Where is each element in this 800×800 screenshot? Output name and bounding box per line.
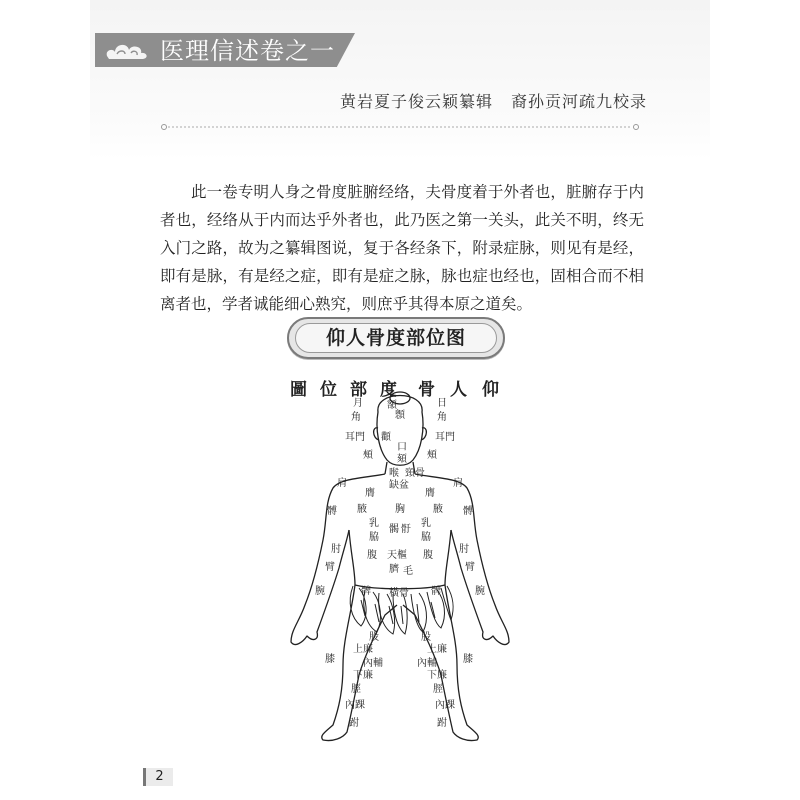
compiler-credit: 黄岩夏子俊云颖纂辑 <box>340 92 494 111</box>
figure-label: 角 <box>351 412 361 423</box>
figure-label: 膺 <box>425 488 435 499</box>
figure-title: 仰人骨度部位图 <box>325 327 466 349</box>
figure-label: 顖 <box>395 410 405 421</box>
figure-label: 下廉 <box>353 670 373 681</box>
ornamental-divider <box>160 122 640 132</box>
figure-label: 胸 <box>395 504 405 515</box>
figure-label: 腋 <box>433 504 443 515</box>
figure-label: 跗 <box>349 718 359 729</box>
figure-label: 𩩲 <box>389 524 399 535</box>
anatomy-figure <box>285 390 515 750</box>
figure-label: 腹 <box>367 550 377 561</box>
chapter-title: 医理信述卷之一 <box>160 37 335 65</box>
figure-label: 內輔 <box>363 658 383 669</box>
author-line <box>340 89 648 112</box>
figure-label: 上廉 <box>427 644 447 655</box>
figure-label: 頸骨 <box>405 468 425 479</box>
figure-label: 頰 <box>363 450 373 461</box>
figure-label: 橫骨 <box>389 588 409 599</box>
figure-label: 腹 <box>423 550 433 561</box>
figure-label: 腕 <box>315 586 325 597</box>
figure-label: 內踝 <box>435 700 455 711</box>
figure-label: 額 <box>387 400 397 411</box>
figure-label: 股 <box>421 632 431 643</box>
figure-label: 日 <box>437 398 447 409</box>
figure-label: 下廉 <box>427 670 447 681</box>
figure-label: 髀 <box>431 586 441 597</box>
figure-heading-char: 骨 <box>418 380 435 400</box>
figure-label: 腋 <box>357 504 367 515</box>
figure-label: 骬 <box>401 524 411 535</box>
figure-title-badge <box>287 317 505 359</box>
figure-label: 肘 <box>459 544 469 555</box>
figure-label: 臂 <box>465 562 475 573</box>
figure-label: 髀 <box>361 586 371 597</box>
figure-label: 顴 <box>381 432 391 443</box>
cloud-ornament-icon <box>103 38 151 62</box>
figure-label: 頰 <box>427 450 437 461</box>
figure-label: 月 <box>353 398 363 409</box>
figure-label: 腕 <box>475 586 485 597</box>
figure-label: 髆 <box>327 506 337 517</box>
figure-heading-char: 仰 <box>482 380 499 400</box>
figure-label: 膝 <box>325 654 335 665</box>
figure-label: 膺 <box>365 488 375 499</box>
figure-label: 臍 <box>389 564 399 575</box>
figure-label: 臂 <box>325 562 335 573</box>
figure-label: 缺盆 <box>389 480 409 491</box>
figure-label: 股 <box>369 632 379 643</box>
figure-label: 耳門 <box>435 432 455 443</box>
figure-label: 乳 <box>369 518 379 529</box>
figure-label: 跗 <box>437 718 447 729</box>
figure-heading-char: 位 <box>320 380 337 400</box>
figure-label: 膝 <box>463 654 473 665</box>
figure-label: 耳門 <box>345 432 365 443</box>
figure-label: 肘 <box>331 544 341 555</box>
figure-label: 口 <box>397 442 407 453</box>
figure-label: 內踝 <box>345 700 365 711</box>
figure-label: 肩 <box>337 478 347 489</box>
figure-label: 角 <box>437 412 447 423</box>
page-number: 2 <box>143 768 173 786</box>
figure-label: 頦 <box>397 454 407 465</box>
figure-label: 喉 <box>389 468 399 479</box>
figure-heading-char: 度 <box>380 380 397 400</box>
figure-label: 天樞 <box>387 550 407 561</box>
figure-label: 脛 <box>351 684 361 695</box>
figure-label: 脛 <box>433 684 443 695</box>
figure-label: 毛 <box>403 566 413 577</box>
figure-label: 脇 <box>421 532 431 543</box>
figure-heading-char: 人 <box>450 380 467 400</box>
figure-label: 肩 <box>453 478 463 489</box>
intro-paragraph: 此一卷专明人身之骨度脏腑经络，夫骨度着于外者也，脏腑存于内者也，经络从于内而达乎外者也，此乃医之第一关头，此关不明，终无入门之路，故为之纂辑图说，复于各经条下，附录症脉，则见有是经，即有是脉，有是经之症，即有是症之脉，脉也症也经也，固相合而不相离者也，学者诚能细心熟究，则庶乎其得本原之道矣。 <box>160 183 644 313</box>
figure-label: 乳 <box>421 518 431 529</box>
figure-heading-char: 部 <box>350 380 367 400</box>
figure-label: 內輔 <box>417 658 437 669</box>
figure-label: 髆 <box>463 506 473 517</box>
proofreader-credit: 裔孙贡河疏九校录 <box>511 92 648 111</box>
figure-heading-char: 圖 <box>290 380 307 400</box>
figure-label: 脇 <box>369 532 379 543</box>
figure-label: 上廉 <box>353 644 373 655</box>
